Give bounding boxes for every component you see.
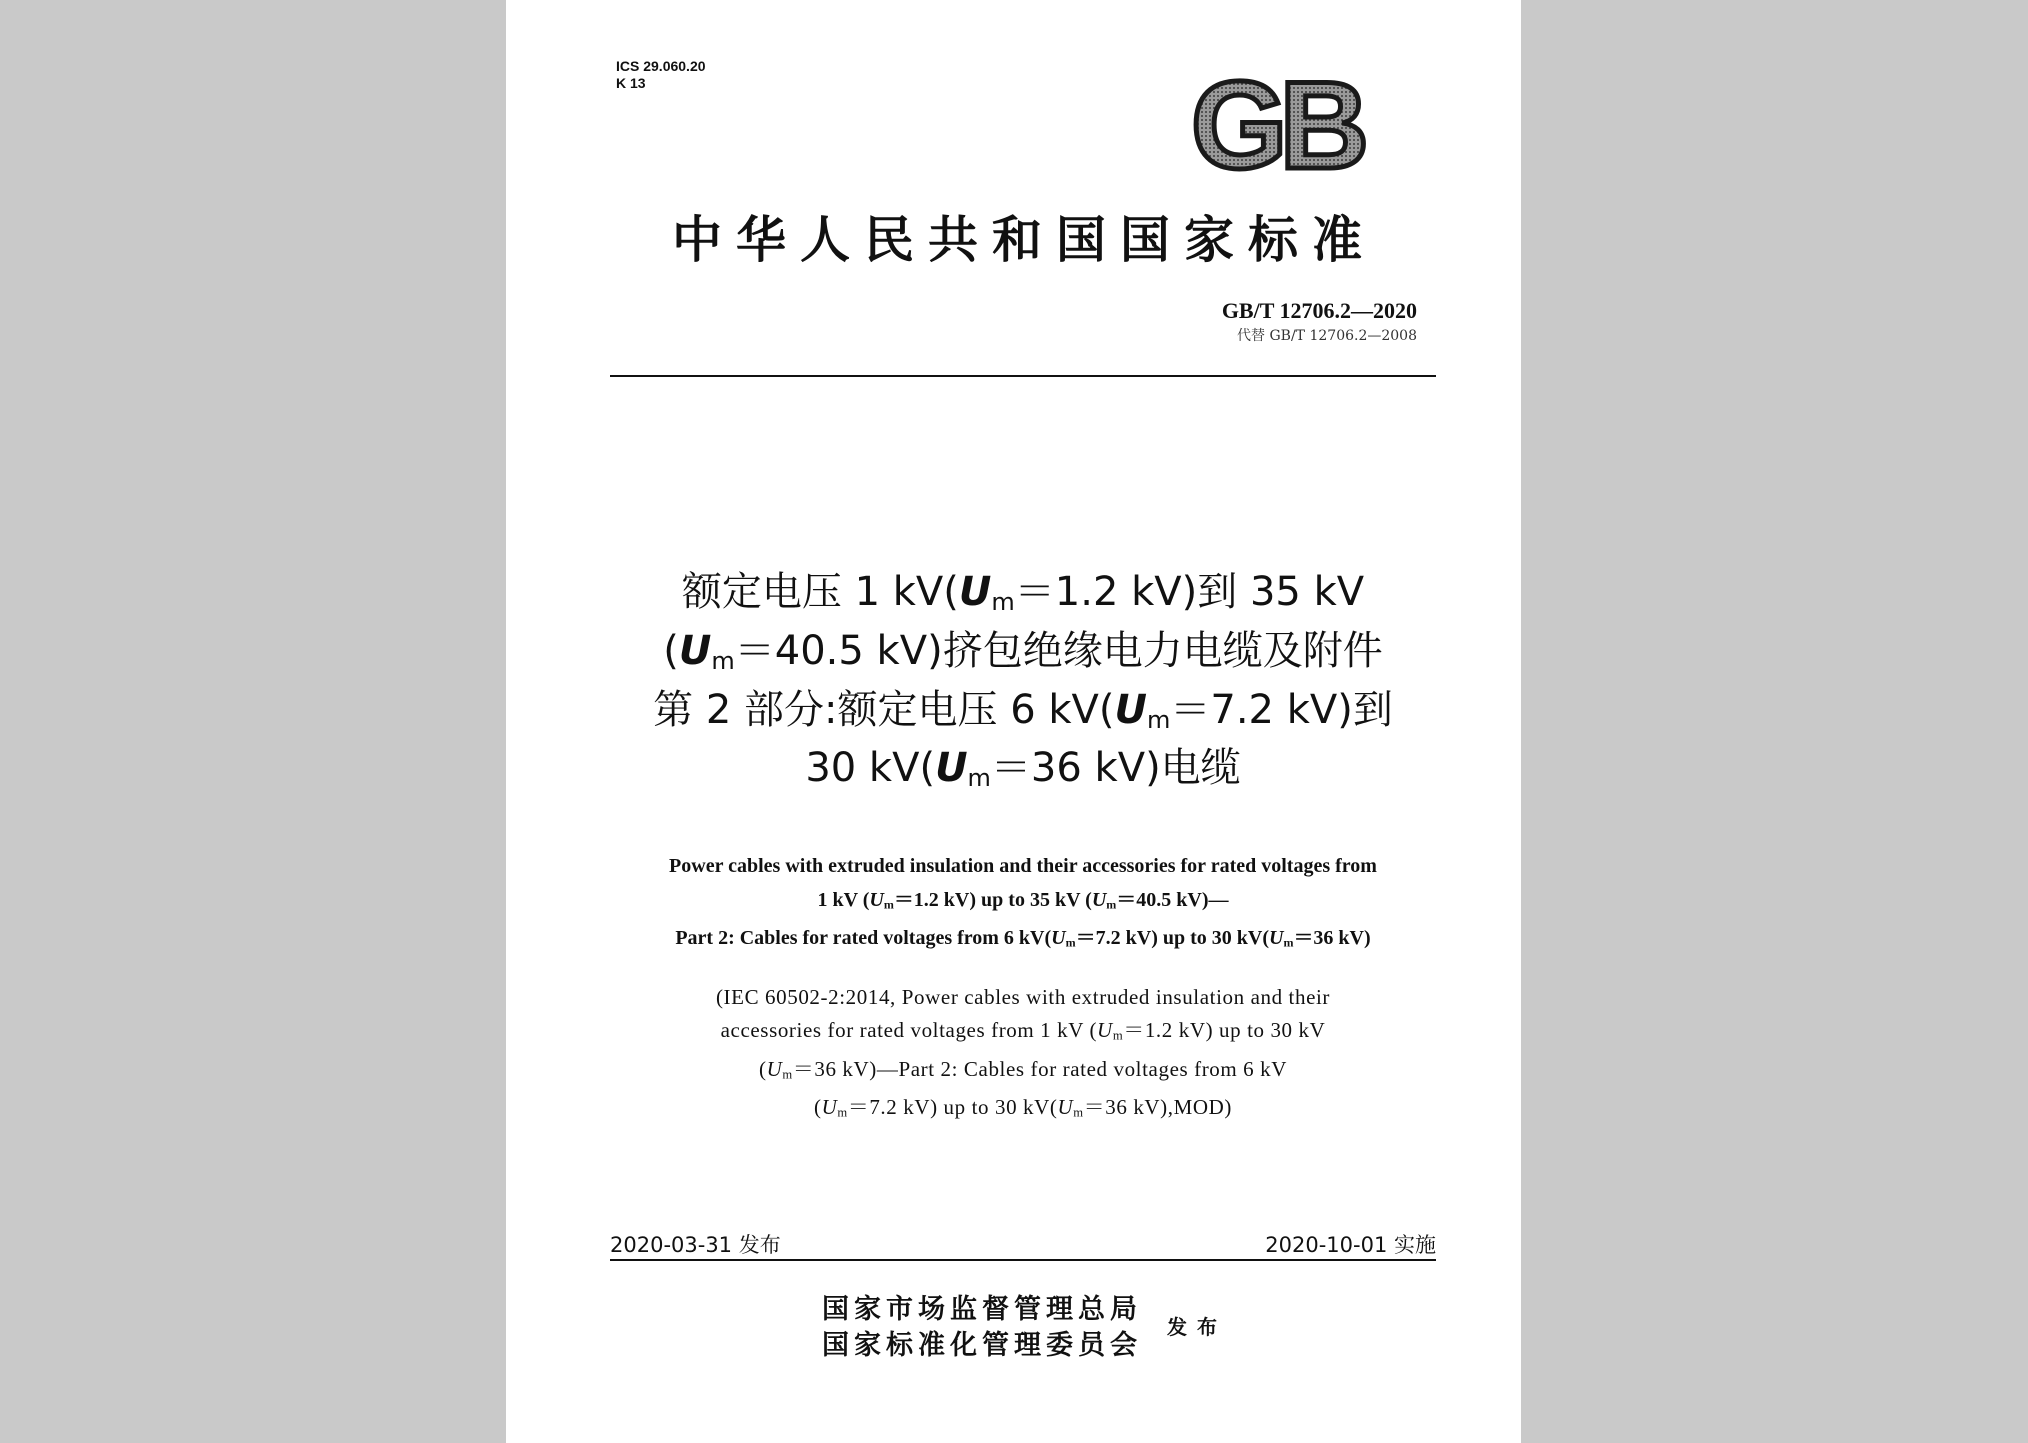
english-title-line-2: 1 kV (Um＝1.2 kV) up to 35 kV (Um＝40.5 kV)— xyxy=(817,889,1229,912)
chinese-title xyxy=(590,568,1456,803)
bottom-divider xyxy=(610,1259,1436,1261)
authority-samr: 国家市场监督管理总局 xyxy=(822,1294,1142,1325)
issue-date: 2020-03-31 发布 xyxy=(610,1233,781,1257)
iec-note-line-2: accessories for rated voltages from 1 kV ($U_m=1.2$ kV) up to 30 kV xyxy=(720,1018,1326,1043)
classification-codes xyxy=(616,58,706,92)
chinese-title-line-4: 30 kV(Um＝36 kV)电缆 xyxy=(805,745,1241,793)
authority-sac: 国家标准化管理委员会 xyxy=(822,1330,1142,1361)
standard-cover-page xyxy=(506,0,1521,1443)
replaces-standard: 代替 GB/T 12706.2—2008 xyxy=(1237,328,1417,344)
issuing-authorities xyxy=(822,1292,1142,1364)
iec-note-line-4: ($U_m=7.2$ kV) up to 30 $kV(U_m=36$ kV),MOD) xyxy=(813,1095,1233,1120)
standard-code-block xyxy=(1222,298,1417,345)
iec-note-line-3: ($U_m=36$ kV)—Part 2: Cables for rated voltages from 6 kV xyxy=(758,1056,1288,1082)
ics-code: ICS 29.060.20 xyxy=(616,58,706,74)
publish-label: 发布 xyxy=(1167,1315,1227,1339)
ccs-code: K 13 xyxy=(616,75,646,91)
national-standard-title: 中华人民共和国国家标准 xyxy=(672,211,1376,269)
chinese-title-line-1: 额定电压 1 kV(Um＝1.2 kV)到 35 kV xyxy=(681,569,1365,616)
english-title-line-3: Part 2: Cables for rated voltages from 6 kV(Um＝7.2 kV) up to 30 kV(Um＝36 kV) xyxy=(675,927,1371,950)
implementation-date: 2020-10-01 实施 xyxy=(1265,1233,1436,1257)
chinese-title-line-3: 第 2 部分:额定电压 6 kV(Um＝7.2 kV)到 xyxy=(653,686,1393,734)
gb-logo xyxy=(1176,70,1376,178)
english-title-line-1: Power cables with extruded insulation and their accessories for rated voltages from xyxy=(669,855,1377,877)
standard-number: GB/T 12706.2—2020 xyxy=(1221,298,1417,323)
iec-note-line-1: (IEC 60502-2:2014, Power cables with extruded insulation and their xyxy=(715,985,1331,1009)
gb-logo-text: GB xyxy=(1191,70,1361,178)
chinese-title-line-2: (Um＝40.5 kV)挤包绝缘电力电缆及附件 xyxy=(663,627,1383,675)
english-title xyxy=(590,849,1456,960)
top-divider xyxy=(610,375,1436,377)
iec-reference-note xyxy=(590,981,1456,1130)
